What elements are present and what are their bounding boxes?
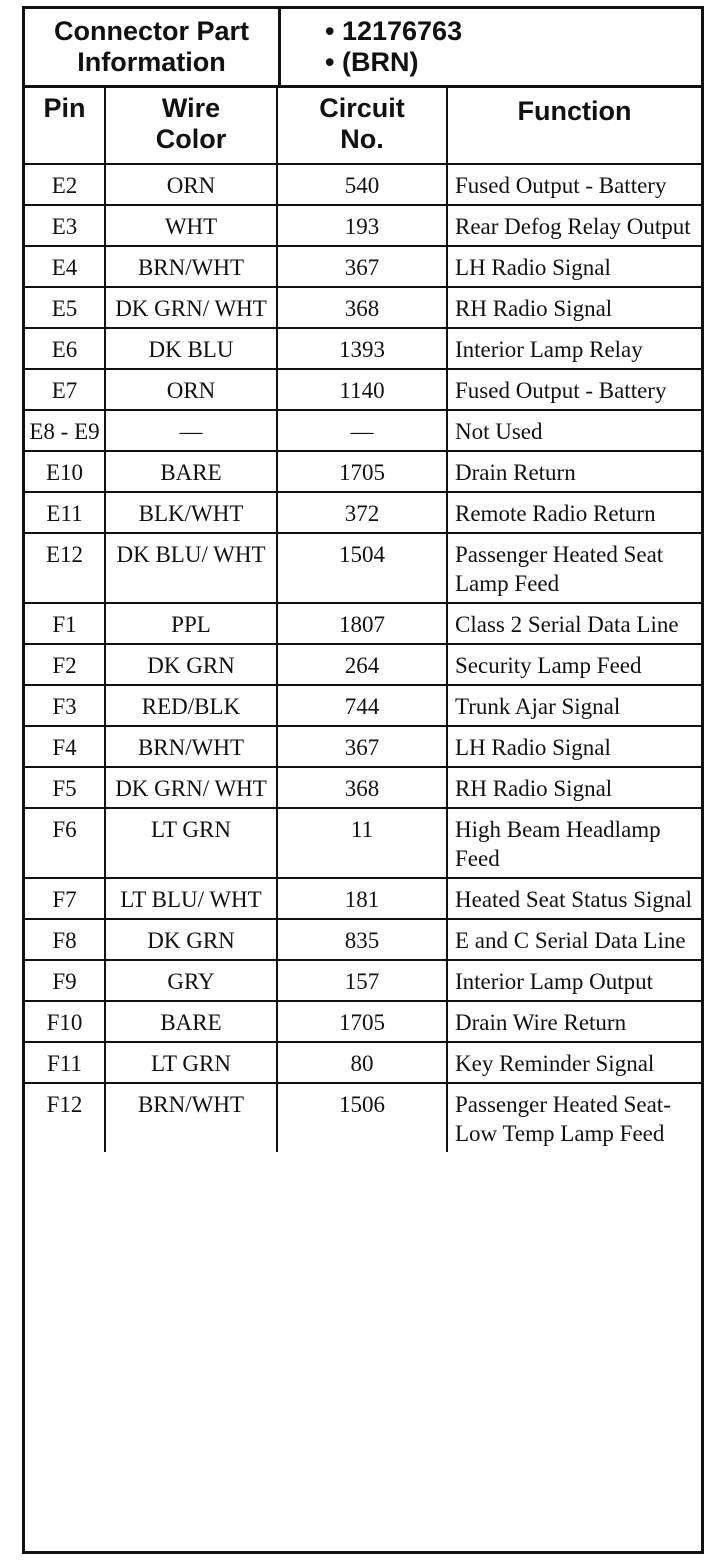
- circuit-cell: 1705: [277, 451, 447, 492]
- connector-info-label-line1: Connector Part: [53, 16, 250, 46]
- wire-color-cell: BRN/WHT: [105, 726, 277, 767]
- pin-cell: F1: [25, 603, 105, 644]
- table-row: [25, 1001, 701, 1042]
- table-row: [25, 685, 701, 726]
- function-cell: Class 2 Serial Data Line: [447, 603, 701, 644]
- circuit-cell: 80: [277, 1042, 447, 1083]
- pin-cell: E4: [25, 246, 105, 287]
- wire-color-cell: ORN: [105, 369, 277, 410]
- circuit-cell: 11: [277, 808, 447, 878]
- wire-color-cell: WHT: [105, 205, 277, 246]
- pin-cell: F4: [25, 726, 105, 767]
- pin-cell: E12: [25, 533, 105, 603]
- circuit-header-line2: No.: [340, 124, 384, 154]
- table-row: [25, 246, 701, 287]
- pin-cell: E5: [25, 287, 105, 328]
- function-cell: Remote Radio Return: [447, 492, 701, 533]
- wire-color-cell: BARE: [105, 1001, 277, 1042]
- circuit-cell: 181: [277, 878, 447, 919]
- pin-cell: F9: [25, 960, 105, 1001]
- connector-part-number: • 12176763: [325, 16, 463, 46]
- function-cell: Key Reminder Signal: [447, 1042, 701, 1083]
- circuit-cell: 540: [277, 164, 447, 205]
- wire-color-cell: —: [105, 410, 277, 451]
- pinout-table: [25, 88, 701, 1152]
- pin-cell: E10: [25, 451, 105, 492]
- wire-color-cell: LT GRN: [105, 808, 277, 878]
- wire-color-cell: BLK/WHT: [105, 492, 277, 533]
- pin-cell: E7: [25, 369, 105, 410]
- table-row: [25, 369, 701, 410]
- pin-cell: E6: [25, 328, 105, 369]
- pin-cell: F12: [25, 1083, 105, 1152]
- table-row: [25, 533, 701, 603]
- circuit-cell: 835: [277, 919, 447, 960]
- table-row: [25, 919, 701, 960]
- function-cell: Drain Return: [447, 451, 701, 492]
- function-cell: RH Radio Signal: [447, 287, 701, 328]
- connector-table: [22, 6, 704, 1554]
- circuit-cell: 1504: [277, 533, 447, 603]
- function-cell: Fused Output - Battery: [447, 369, 701, 410]
- pin-column-header: Pin: [25, 88, 105, 164]
- pin-cell: F7: [25, 878, 105, 919]
- pin-cell: F11: [25, 1042, 105, 1083]
- function-cell: High Beam Headlamp Feed: [447, 808, 701, 878]
- function-cell: RH Radio Signal: [447, 767, 701, 808]
- wire-color-cell: GRY: [105, 960, 277, 1001]
- circuit-cell: 193: [277, 205, 447, 246]
- table-row: [25, 164, 701, 205]
- pin-cell: F3: [25, 685, 105, 726]
- connector-info-values: [281, 9, 701, 85]
- wire-color-cell: BARE: [105, 451, 277, 492]
- circuit-column-header: [277, 88, 447, 164]
- circuit-cell: 157: [277, 960, 447, 1001]
- wire-color-cell: LT GRN: [105, 1042, 277, 1083]
- function-cell: LH Radio Signal: [447, 246, 701, 287]
- table-row: [25, 808, 701, 878]
- pin-cell: F10: [25, 1001, 105, 1042]
- function-cell: Security Lamp Feed: [447, 644, 701, 685]
- pin-cell: F8: [25, 919, 105, 960]
- table-row: [25, 1042, 701, 1083]
- table-row: [25, 767, 701, 808]
- pin-cell: F2: [25, 644, 105, 685]
- table-row: [25, 328, 701, 369]
- function-cell: Interior Lamp Relay: [447, 328, 701, 369]
- wire-color-cell: DK GRN/ WHT: [105, 287, 277, 328]
- table-row: [25, 878, 701, 919]
- function-cell: Rear Defog Relay Output: [447, 205, 701, 246]
- wire-color-cell: BRN/WHT: [105, 246, 277, 287]
- table-row: [25, 492, 701, 533]
- function-cell: Passenger Heated Seat Lamp Feed: [447, 533, 701, 603]
- function-cell: Not Used: [447, 410, 701, 451]
- circuit-cell: 367: [277, 726, 447, 767]
- connector-color: • (BRN): [325, 47, 419, 77]
- wire-color-cell: DK BLU/ WHT: [105, 533, 277, 603]
- table-row: [25, 960, 701, 1001]
- wire-color-cell: DK GRN: [105, 644, 277, 685]
- circuit-cell: 1506: [277, 1083, 447, 1152]
- pin-cell: E8 - E9: [25, 410, 105, 451]
- circuit-cell: 1140: [277, 369, 447, 410]
- circuit-cell: 1807: [277, 603, 447, 644]
- pin-cell: E3: [25, 205, 105, 246]
- circuit-cell: 264: [277, 644, 447, 685]
- circuit-cell: —: [277, 410, 447, 451]
- function-column-header: Function: [447, 88, 701, 164]
- circuit-cell: 1705: [277, 1001, 447, 1042]
- function-cell: Drain Wire Return: [447, 1001, 701, 1042]
- circuit-cell: 744: [277, 685, 447, 726]
- wire-color-cell: DK GRN/ WHT: [105, 767, 277, 808]
- function-cell: Trunk Ajar Signal: [447, 685, 701, 726]
- pin-cell: E2: [25, 164, 105, 205]
- pin-cell: E11: [25, 492, 105, 533]
- function-cell: Interior Lamp Output: [447, 960, 701, 1001]
- wire-color-cell: LT BLU/ WHT: [105, 878, 277, 919]
- table-row: [25, 1083, 701, 1152]
- wire-color-cell: PPL: [105, 603, 277, 644]
- table-row: [25, 726, 701, 767]
- wire-header-line2: Color: [155, 124, 227, 154]
- table-row: [25, 644, 701, 685]
- function-cell: Heated Seat Status Signal: [447, 878, 701, 919]
- circuit-cell: 368: [277, 287, 447, 328]
- table-row: [25, 603, 701, 644]
- circuit-cell: 367: [277, 246, 447, 287]
- connector-info-label: [25, 9, 281, 85]
- circuit-cell: 1393: [277, 328, 447, 369]
- wire-color-cell: DK BLU: [105, 328, 277, 369]
- table-row: [25, 451, 701, 492]
- function-cell: E and C Serial Data Line: [447, 919, 701, 960]
- table-row: [25, 410, 701, 451]
- circuit-cell: 372: [277, 492, 447, 533]
- circuit-cell: 368: [277, 767, 447, 808]
- function-cell: Passenger Heated Seat-Low Temp Lamp Feed: [447, 1083, 701, 1152]
- connector-info-label-line2: Information: [77, 47, 226, 77]
- wire-header-line1: Wire: [161, 93, 221, 123]
- function-cell: Fused Output - Battery: [447, 164, 701, 205]
- wire-color-cell: ORN: [105, 164, 277, 205]
- function-cell: LH Radio Signal: [447, 726, 701, 767]
- connector-info-row: [25, 9, 701, 88]
- wire-color-cell: DK GRN: [105, 919, 277, 960]
- circuit-header-line1: Circuit: [319, 93, 405, 123]
- pin-cell: F5: [25, 767, 105, 808]
- wire-color-column-header: [105, 88, 277, 164]
- column-header-row: [25, 88, 701, 164]
- table-row: [25, 287, 701, 328]
- wire-color-cell: BRN/WHT: [105, 1083, 277, 1152]
- wire-color-cell: RED/BLK: [105, 685, 277, 726]
- pin-cell: F6: [25, 808, 105, 878]
- table-row: [25, 205, 701, 246]
